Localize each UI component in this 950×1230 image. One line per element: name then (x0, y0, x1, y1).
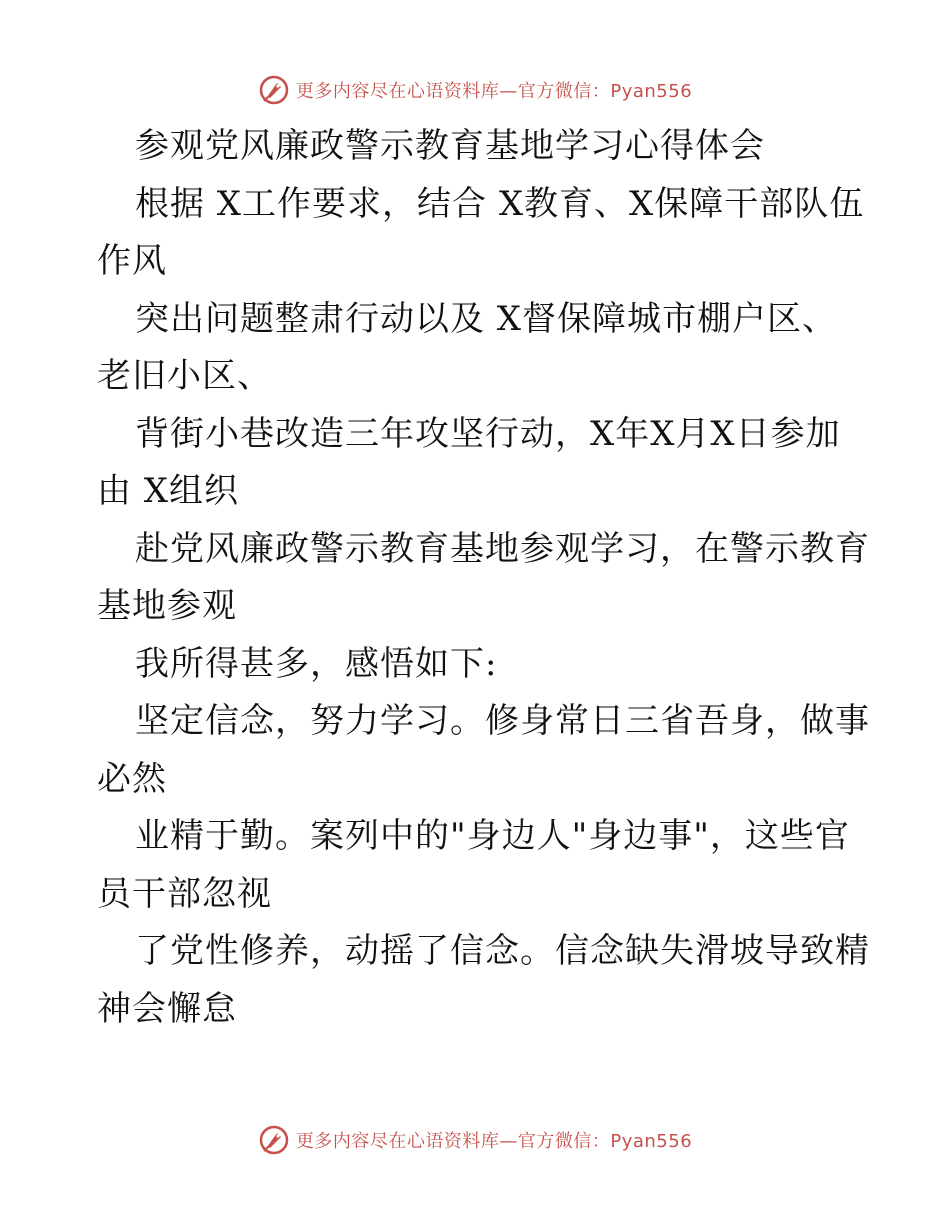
paragraph-line: 必然 (97, 758, 167, 799)
header-banner (0, 70, 950, 110)
paragraph-line: 根据 X工作要求，结合 X教育、X保障干部队伍 (135, 183, 865, 224)
paragraph-line: 了党性修养，动摇了信念。信念缺失滑坡导致精 (135, 931, 870, 971)
paragraph-line: 基地参观 (97, 586, 237, 626)
pen-nib-icon (258, 1124, 290, 1156)
header-banner-text: 更多内容尽在心语资料库—官方微信：Pyan556 (295, 81, 693, 102)
paragraph-line: 老旧小区、 (97, 356, 272, 396)
paragraph-line: 业精于勤。案列中的"身边人"身边事"，这些官 (135, 816, 850, 856)
document-title: 参观党风廉政警示教育基地学习心得体会 (135, 126, 765, 166)
paragraph-line: 作风 (97, 241, 167, 281)
paragraph-line: 神会懈怠 (97, 988, 237, 1029)
footer-banner-text: 更多内容尽在心语资料库—官方微信：Pyan556 (295, 1131, 693, 1152)
paragraph-line: 背街小巷改造三年攻坚行动，X年X月X日参加 (135, 413, 841, 454)
paragraph-line: 由 X组织 (97, 471, 240, 511)
pen-nib-icon (258, 74, 290, 106)
paragraph-line: 赴党风廉政警示教育基地参观学习，在警示教育 (135, 528, 870, 569)
document-body (97, 118, 877, 1038)
paragraph-line: 我所得甚多，感悟如下: (135, 643, 498, 684)
paragraph-line: 坚定信念，努力学习。修身常日三省吾身，做事 (135, 701, 870, 741)
paragraph-line: 突出问题整肃行动以及 X督保障城市棚户区、 (135, 298, 838, 339)
footer-banner (0, 1120, 950, 1160)
paragraph-line: 员干部忽视 (97, 873, 272, 914)
